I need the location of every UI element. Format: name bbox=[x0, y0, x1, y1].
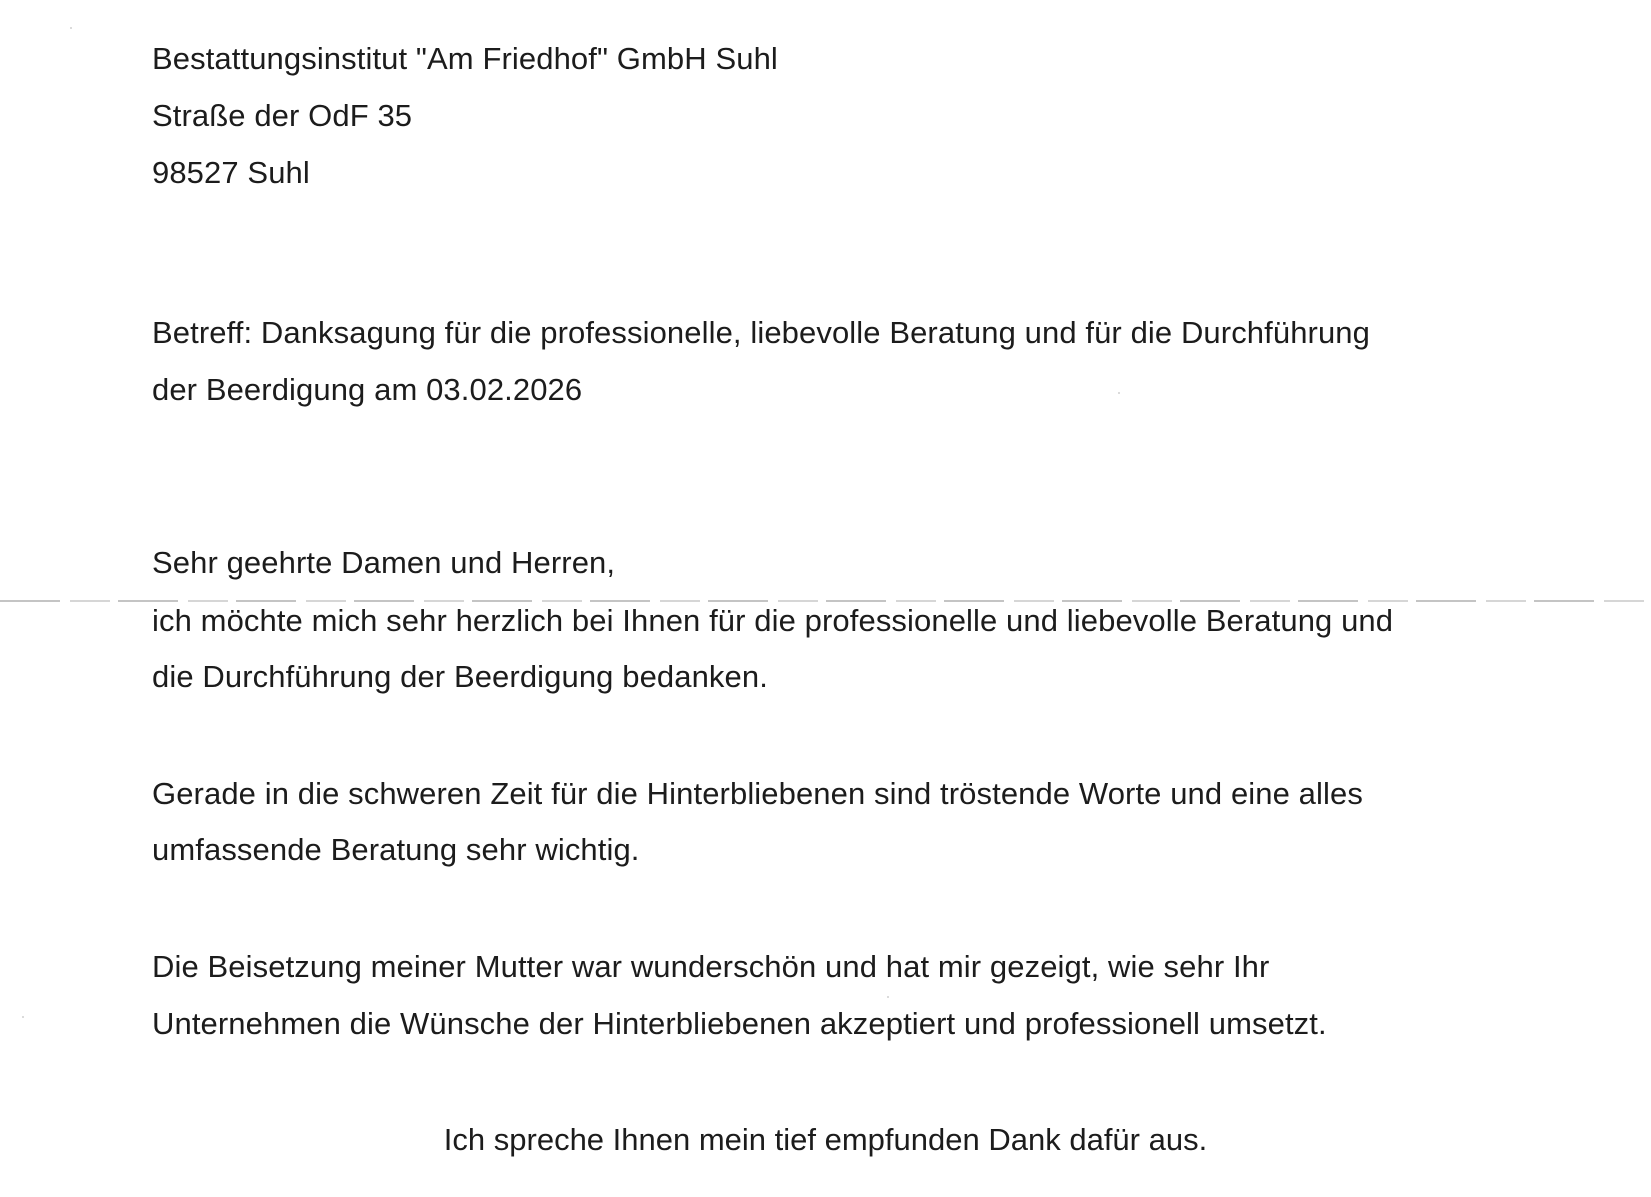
scan-speck bbox=[22, 1016, 24, 1018]
recipient-street: Straße der OdF 35 bbox=[152, 98, 413, 133]
paragraph2-line-1: Gerade in die schweren Zeit für die Hinterbliebenen sind tröstende Worte und eine alles bbox=[152, 776, 1363, 811]
paragraph3-line-2: Unternehmen die Wünsche der Hinterbliebenen akzeptiert und professionell umsetzt. bbox=[152, 1006, 1327, 1041]
paragraph1-line-2: die Durchführung der Beerdigung bedanken. bbox=[152, 659, 768, 694]
recipient-city: 98527 Suhl bbox=[152, 155, 310, 190]
subject-line-1: Betreff: Danksagung für die professionelle, liebevolle Beratung und für die Durchführung bbox=[152, 315, 1370, 350]
scan-speck bbox=[1118, 392, 1120, 394]
salutation: Sehr geehrte Damen und Herren, bbox=[152, 545, 616, 580]
paragraph1-line-1: ich möchte mich sehr herzlich bei Ihnen für die professionelle und liebevolle Beratung und bbox=[152, 603, 1394, 638]
scan-speck bbox=[70, 27, 72, 29]
paragraph3-line-1: Die Beisetzung meiner Mutter war wunderschön und hat mir gezeigt, wie sehr Ihr bbox=[152, 949, 1270, 984]
scan-speck bbox=[887, 996, 889, 998]
subject-line-2: der Beerdigung am 03.02.2026 bbox=[152, 372, 583, 407]
recipient-name: Bestattungsinstitut "Am Friedhof" GmbH Suhl bbox=[152, 41, 778, 76]
paragraph2-line-2: umfassende Beratung sehr wichtig. bbox=[152, 832, 640, 867]
closing-line: Ich spreche Ihnen mein tief empfunden Dank dafür aus. bbox=[443, 1122, 1208, 1157]
